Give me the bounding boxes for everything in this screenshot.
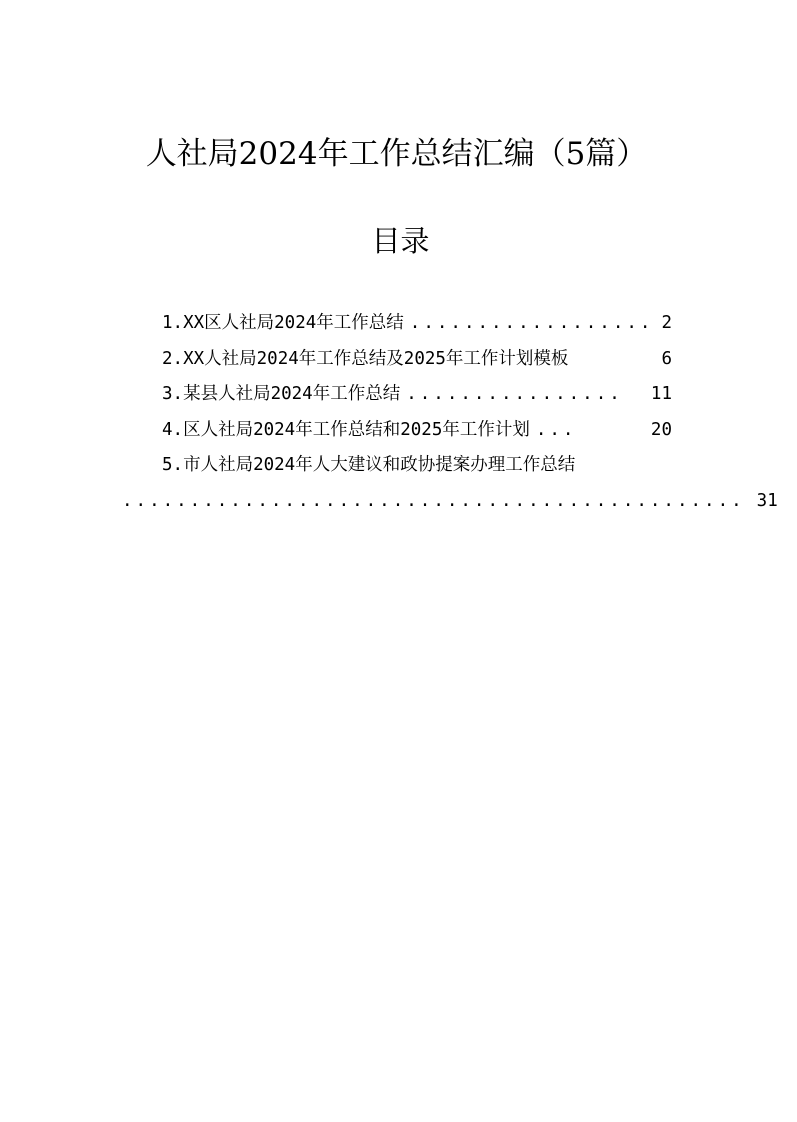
toc-leader-dots: ... [535,419,577,440]
toc-leader-dots: ................ [406,384,623,404]
toc-entry-title: 5.市人社局2024年人大建议和政协提案办理工作总结 [162,455,576,475]
toc-entry[interactable] [122,377,672,413]
toc-page-number: 20 [650,419,672,440]
table-of-contents [122,306,778,519]
toc-entry[interactable] [122,306,672,342]
toc-entry-title: 2.XX人社局2024年工作总结及2025年工作计划模板 [162,348,569,369]
document-title: 人社局2024年工作总结汇编（5篇） [145,136,648,172]
toc-entry-title: 4.区人社局2024年工作总结和2025年工作计划 [162,419,530,440]
toc-entry[interactable] [122,342,672,378]
toc-entry-title: 3.某县人社局2024年工作总结 [162,384,401,404]
toc-page-number: 31 [756,490,778,511]
toc-page-number: 6 [661,348,672,369]
toc-leader-dots: .............................................. [122,490,745,511]
toc-heading: 目录 [371,224,430,258]
toc-leader-dots: .................. [409,313,654,333]
toc-page-number: 2 [661,313,672,333]
toc-page-number: 11 [650,384,672,404]
toc-entry[interactable] [122,448,778,519]
toc-entry-title: 1.XX区人社局2024年工作总结 [162,313,404,333]
toc-entry[interactable] [122,413,672,449]
